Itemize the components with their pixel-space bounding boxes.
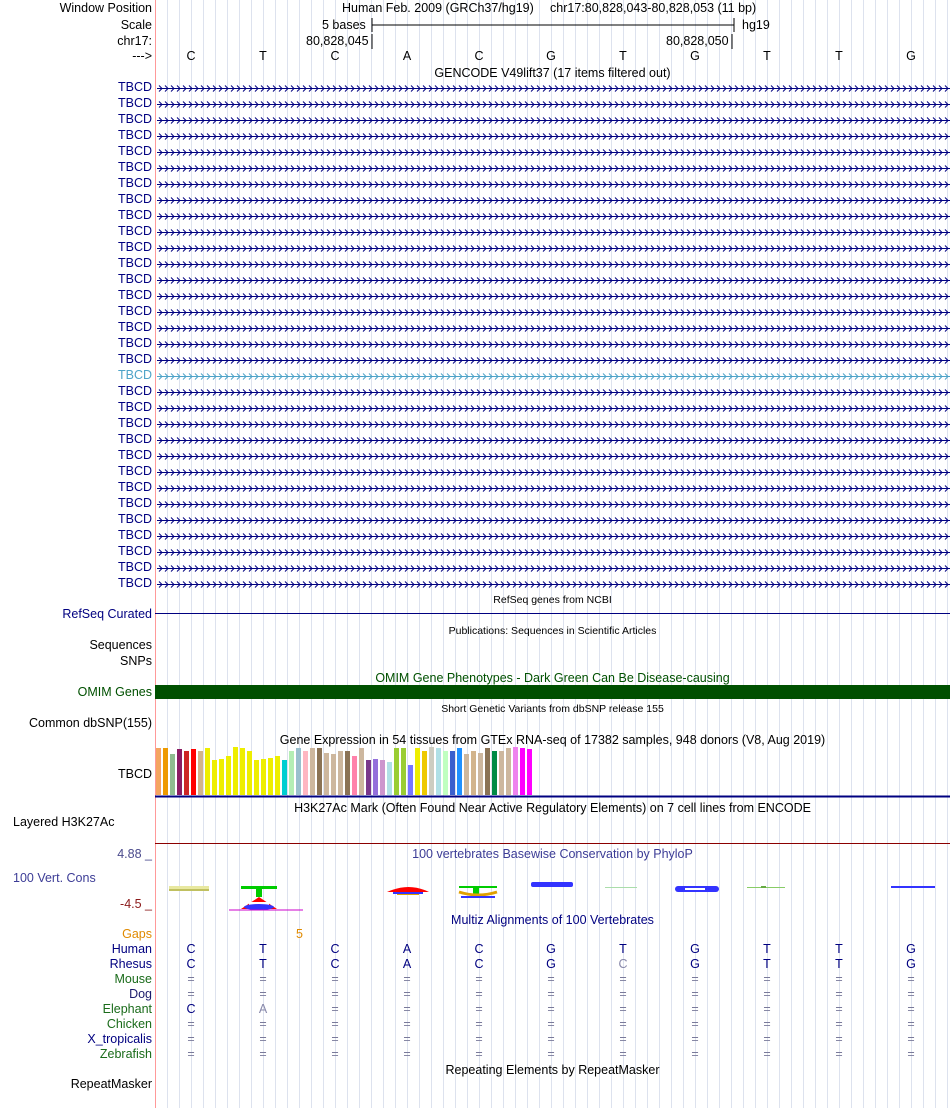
dbsnp-title: Short Genetic Variants from dbSNP release 155 (441, 703, 664, 715)
chr-label: chr17: (117, 34, 152, 48)
snps-label[interactable]: SNPs (120, 654, 152, 668)
alignment-base: C (330, 957, 340, 971)
alignment-base: = (403, 1002, 411, 1016)
alignment-base: = (835, 1032, 843, 1046)
gencode-transcript-label[interactable]: TBCD (117, 80, 152, 94)
gtex-tissue-bar[interactable] (443, 751, 448, 795)
gencode-transcript-label[interactable]: TBCD (117, 416, 152, 430)
gencode-transcript-label[interactable]: TBCD (117, 144, 152, 158)
alignment-base: = (331, 987, 339, 1001)
gtex-tissue-bar[interactable] (275, 756, 280, 795)
phylop-logo-2 (229, 886, 303, 910)
alignment-base: = (475, 1032, 483, 1046)
alignment-base: = (691, 1047, 699, 1061)
gencode-transcript[interactable] (157, 545, 950, 561)
gencode-transcript[interactable] (157, 321, 950, 337)
gencode-transcript[interactable] (157, 241, 950, 257)
gencode-transcript[interactable] (157, 305, 950, 321)
gtex-tissue-bar[interactable] (226, 756, 231, 795)
alignment-base: = (907, 1032, 915, 1046)
alignment-base: = (835, 1002, 843, 1016)
gtex-tissue-bar[interactable] (219, 759, 224, 795)
gtex-tissue-bar[interactable] (485, 748, 490, 795)
alignment-base: = (763, 987, 771, 1001)
alignment-base: = (403, 987, 411, 1001)
base-letter: G (906, 49, 916, 63)
species-label[interactable]: Chicken (106, 1017, 152, 1031)
gencode-transcript-label[interactable]: TBCD (117, 128, 152, 142)
gencode-transcript-label[interactable]: TBCD (117, 496, 152, 510)
h3k27ac-title: H3K27Ac Mark (Often Found Near Active Regulatory Elements) on 7 cell lines from ENCODE (294, 801, 811, 815)
alignment-base: = (763, 1002, 771, 1016)
alignment-base: = (547, 1002, 555, 1016)
alignment-base: = (547, 1032, 555, 1046)
gtex-tissue-bar[interactable] (240, 748, 245, 795)
coord-right: 80,828,050 (666, 34, 729, 48)
gtex-tissue-bar[interactable] (261, 759, 266, 795)
base-letter: T (763, 49, 771, 63)
gtex-tissue-bar[interactable] (401, 748, 406, 795)
alignment-base: = (259, 1047, 267, 1061)
alignment-base: T (835, 942, 843, 956)
gencode-transcript-label[interactable]: TBCD (117, 512, 152, 526)
alignment-base: C (186, 1002, 196, 1016)
base-letter: G (690, 49, 700, 63)
gtex-tissue-bar[interactable] (233, 747, 238, 795)
gencode-transcript-label[interactable]: TBCD (117, 304, 152, 318)
gtex-tissue-bar[interactable] (205, 748, 210, 795)
gencode-transcript-label[interactable]: TBCD (117, 464, 152, 478)
gencode-transcript-label[interactable]: TBCD (117, 240, 152, 254)
gtex-tissue-bar[interactable] (478, 753, 483, 795)
gencode-transcript[interactable] (157, 193, 950, 209)
alignment-base: G (906, 957, 916, 971)
gencode-transcript-label[interactable]: TBCD (117, 208, 152, 222)
assembly-title: Human Feb. 2009 (GRCh37/hg19) (342, 1, 534, 15)
species-label[interactable]: Dog (129, 987, 152, 1001)
gencode-transcript-label[interactable]: TBCD (117, 384, 152, 398)
gencode-transcript-label[interactable]: TBCD (117, 576, 152, 590)
gtex-tissue-bar[interactable] (527, 749, 532, 795)
sequences-label[interactable]: Sequences (89, 638, 152, 652)
alignment-base: = (331, 1002, 339, 1016)
alignment-base: T (763, 942, 771, 956)
gencode-transcript[interactable] (157, 289, 950, 305)
gaps-label[interactable]: Gaps (122, 927, 152, 941)
gencode-transcript-label[interactable]: TBCD (117, 528, 152, 542)
gtex-tissue-bar[interactable] (303, 751, 308, 795)
base-letter: C (474, 49, 484, 63)
alignment-base: = (691, 972, 699, 986)
refseq-line[interactable] (155, 613, 950, 614)
gtex-tissue-bar[interactable] (352, 756, 357, 795)
phylop-min: -4.5 _ (120, 897, 152, 911)
gencode-transcript-label[interactable]: TBCD (117, 192, 152, 206)
gencode-transcript-label[interactable]: TBCD (117, 288, 152, 302)
publications-title: Publications: Sequences in Scientific Articles (448, 625, 657, 637)
base-letter: C (330, 49, 340, 63)
phylop-logo-1 (169, 886, 209, 891)
alignment-base: = (475, 987, 483, 1001)
base-letter: G (546, 49, 556, 63)
gencode-transcript-label[interactable]: TBCD (117, 160, 152, 174)
species-label[interactable]: X_tropicalis (87, 1032, 152, 1046)
gtex-tissue-bar[interactable] (492, 751, 497, 795)
alignment-base: G (906, 942, 916, 956)
alignment-base: = (475, 1017, 483, 1031)
alignment-base: = (259, 1017, 267, 1031)
gencode-transcript[interactable] (157, 561, 950, 577)
phylop-title: 100 vertebrates Basewise Conservation by PhyloP (412, 847, 693, 861)
alignment-base: G (690, 942, 700, 956)
gtex-tissue-bar[interactable] (457, 748, 462, 795)
alignment-base: A (402, 942, 412, 956)
dbsnp-label[interactable]: Common dbSNP(155) (29, 716, 152, 730)
phylop-logo-9 (747, 886, 785, 888)
gtex-tissue-bar[interactable] (387, 762, 392, 795)
gencode-transcript[interactable] (157, 465, 950, 481)
alignment-base: = (835, 1017, 843, 1031)
gencode-transcript[interactable] (157, 145, 950, 161)
alignment-base: A (258, 1002, 268, 1016)
phylop-max: 4.88 _ (117, 847, 152, 861)
alignment-base: = (763, 1017, 771, 1031)
alignment-base: = (259, 972, 267, 986)
db-label: hg19 (742, 18, 770, 32)
multiz-title: Multiz Alignments of 100 Vertebrates (451, 913, 654, 927)
alignment-base: = (259, 1032, 267, 1046)
gencode-transcript-label[interactable]: TBCD (117, 320, 152, 334)
alignment-base: C (618, 957, 628, 971)
gtex-chart[interactable] (155, 746, 950, 799)
alignment-base: C (186, 957, 196, 971)
phylop-logo-7 (605, 887, 637, 888)
base-letter: A (402, 49, 412, 63)
gtex-tissue-bar[interactable] (338, 751, 343, 795)
gencode-transcript-label[interactable]: TBCD (117, 352, 152, 366)
gencode-transcript[interactable] (157, 129, 950, 145)
window-position-label: Window Position (59, 1, 152, 15)
position-text[interactable]: chr17:80,828,043-80,828,053 (11 bp) (550, 1, 757, 15)
alignment-base: = (547, 987, 555, 1001)
alignment-base: = (547, 972, 555, 986)
h3k27ac-label[interactable]: Layered H3K27Ac (13, 815, 115, 829)
gtex-tissue-bar[interactable] (394, 748, 399, 795)
alignment-base: = (187, 1032, 195, 1046)
alignment-base: G (690, 957, 700, 971)
alignment-base: = (619, 1032, 627, 1046)
base-letter: T (835, 49, 843, 63)
gencode-transcript[interactable] (157, 369, 950, 385)
gtex-tissue-bar[interactable] (499, 751, 504, 795)
gencode-transcript-label[interactable]: TBCD (117, 560, 152, 574)
gencode-transcript-label[interactable]: TBCD (117, 256, 152, 270)
alignment-base: = (547, 1047, 555, 1061)
alignment-base: = (763, 1047, 771, 1061)
species-label[interactable]: Human (111, 942, 152, 956)
gencode-transcript-label[interactable]: TBCD (117, 176, 152, 190)
gtex-tissue-bar[interactable] (366, 760, 371, 795)
gencode-transcript-label[interactable]: TBCD (117, 544, 152, 558)
gtex-tissue-bar[interactable] (282, 760, 287, 795)
alignment-base: = (187, 1047, 195, 1061)
gencode-transcript[interactable] (157, 97, 950, 113)
alignment-base: T (619, 942, 627, 956)
gencode-transcript[interactable] (157, 481, 950, 497)
alignment-base: = (403, 1032, 411, 1046)
phylop-logo-11 (891, 886, 935, 888)
species-label[interactable]: Zebrafish (99, 1047, 152, 1061)
gencode-transcript[interactable] (157, 225, 950, 241)
alignment-base: = (187, 987, 195, 1001)
gtex-tissue-bar[interactable] (184, 751, 189, 795)
gencode-transcript[interactable] (157, 513, 950, 529)
gtex-label[interactable]: TBCD (117, 767, 152, 781)
refseq-title: RefSeq genes from NCBI (493, 594, 612, 606)
gtex-tissue-bar[interactable] (513, 747, 518, 795)
alignment-base: = (403, 972, 411, 986)
gencode-transcript-label[interactable]: TBCD (117, 336, 152, 350)
alignment-base: = (619, 1002, 627, 1016)
gtex-tissue-bar[interactable] (408, 765, 413, 795)
alignment-base: = (619, 1017, 627, 1031)
scale-text: 5 bases (322, 18, 366, 32)
alignment-base: = (691, 1017, 699, 1031)
alignment-base: = (835, 1047, 843, 1061)
gtex-title: Gene Expression in 54 tissues from GTEx RNA-seq of 17382 samples, 948 donors (V8, Aug 2019) (279, 733, 826, 747)
base-letter: T (619, 49, 627, 63)
alignment-base: = (187, 1017, 195, 1031)
gencode-transcript[interactable] (157, 417, 950, 433)
gencode-transcript-label[interactable]: TBCD (117, 368, 152, 382)
alignment-base: C (186, 942, 196, 956)
gencode-transcript-label[interactable]: TBCD (117, 272, 152, 286)
phylop-logo-8 (675, 886, 719, 892)
gencode-transcript-label[interactable]: TBCD (117, 448, 152, 462)
gtex-tissue-bar[interactable] (198, 751, 203, 795)
alignment-base: = (763, 1032, 771, 1046)
base-letter: T (259, 49, 267, 63)
alignment-base: = (619, 972, 627, 986)
omim-feature-bar[interactable] (155, 685, 950, 699)
gencode-title[interactable]: GENCODE V49lift37 (17 items filtered out) (434, 66, 671, 80)
alignment-base: = (907, 972, 915, 986)
gencode-transcript[interactable] (157, 449, 950, 465)
phylop-logo-4 (387, 887, 429, 895)
gtex-tissue-bar[interactable] (163, 748, 168, 795)
gencode-transcript[interactable] (157, 337, 950, 353)
gtex-tissue-bar[interactable] (156, 748, 161, 795)
gtex-tissue-bar[interactable] (170, 754, 175, 795)
gencode-transcript[interactable] (157, 433, 950, 449)
gencode-transcript[interactable] (157, 577, 950, 593)
gtex-tissue-bar[interactable] (429, 747, 434, 795)
base-letter: C (186, 49, 196, 63)
alignment-base: = (475, 1047, 483, 1061)
h3k27ac-baseline (155, 843, 950, 844)
alignment-base: = (835, 987, 843, 1001)
gtex-tissue-bar[interactable] (436, 748, 441, 795)
gtex-tissue-bar[interactable] (471, 751, 476, 795)
gencode-transcript[interactable] (157, 161, 950, 177)
gencode-transcript[interactable] (157, 497, 950, 513)
gtex-tissue-bar[interactable] (450, 751, 455, 795)
alignment-base: = (763, 972, 771, 986)
alignment-base: = (403, 1047, 411, 1061)
strand-label: ---> (132, 49, 152, 63)
alignment-base: = (331, 1032, 339, 1046)
gtex-tissue-bar[interactable] (380, 760, 385, 795)
alignment-base: C (474, 942, 484, 956)
alignment-base: = (691, 1002, 699, 1016)
gtex-tissue-bar[interactable] (254, 760, 259, 795)
gtex-tissue-bar[interactable] (268, 758, 273, 795)
alignment-base: = (835, 972, 843, 986)
gtex-tissue-bar[interactable] (296, 748, 301, 795)
phylop-logo-track[interactable] (155, 878, 950, 914)
alignment-base: = (907, 1002, 915, 1016)
gencode-transcript-label[interactable]: TBCD (117, 432, 152, 446)
alignment-base: = (907, 1017, 915, 1031)
omim-title: OMIM Gene Phenotypes - Dark Green Can Be Disease-causing (375, 671, 730, 685)
gtex-tissue-bar[interactable] (345, 751, 350, 795)
phylop-logo-6 (531, 882, 573, 887)
alignment-base: = (331, 972, 339, 986)
gtex-tissue-bar[interactable] (247, 751, 252, 795)
gtex-tissue-bar[interactable] (506, 748, 511, 795)
scale-label: Scale (120, 18, 152, 32)
alignment-base: = (331, 1017, 339, 1031)
alignment-base: = (619, 987, 627, 1001)
gencode-transcript[interactable] (157, 257, 950, 273)
alignment-base: T (835, 957, 843, 971)
gencode-transcript-label[interactable]: TBCD (117, 480, 152, 494)
gtex-tissue-bar[interactable] (331, 754, 336, 795)
gtex-tissue-bar[interactable] (212, 760, 217, 795)
species-label[interactable]: Mouse (114, 972, 152, 986)
gencode-transcript[interactable] (157, 177, 950, 193)
alignment-base: T (259, 957, 267, 971)
alignment-base: = (331, 1047, 339, 1061)
alignment-base: = (547, 1017, 555, 1031)
alignment-base: C (330, 942, 340, 956)
alignment-base: = (403, 1017, 411, 1031)
alignment-base: = (619, 1047, 627, 1061)
gaps-value: 5 (296, 927, 303, 941)
gtex-tissue-bar[interactable] (289, 751, 294, 795)
gencode-transcript[interactable] (157, 209, 950, 225)
gencode-transcript-label[interactable]: TBCD (117, 224, 152, 238)
gtex-tissue-bar[interactable] (415, 748, 420, 795)
refseq-label[interactable]: RefSeq Curated (62, 607, 152, 621)
alignment-base: = (187, 972, 195, 986)
repeatmasker-title: Repeating Elements by RepeatMasker (445, 1063, 660, 1077)
alignment-base: A (402, 957, 412, 971)
gtex-tissue-bar[interactable] (191, 749, 196, 795)
gtex-tissue-bar[interactable] (520, 748, 525, 795)
alignment-base: = (907, 987, 915, 1001)
alignment-base: = (475, 972, 483, 986)
alignment-base: G (546, 942, 556, 956)
repeatmasker-label[interactable]: RepeatMasker (70, 1077, 152, 1091)
alignment-base: = (691, 987, 699, 1001)
gencode-transcript[interactable] (157, 385, 950, 401)
species-label[interactable]: Elephant (102, 1002, 152, 1016)
alignment-base: = (907, 1047, 915, 1061)
gencode-transcript[interactable] (157, 353, 950, 369)
gtex-tissue-bar[interactable] (177, 749, 182, 795)
gencode-transcript[interactable] (157, 81, 950, 97)
gencode-transcript[interactable] (157, 529, 950, 545)
gtex-tissue-bar[interactable] (324, 753, 329, 795)
gencode-transcript[interactable] (157, 113, 950, 129)
gtex-tissue-bar[interactable] (464, 754, 469, 795)
gtex-tissue-bar[interactable] (373, 759, 378, 795)
gencode-transcript-label[interactable]: TBCD (117, 112, 152, 126)
alignment-base: T (259, 942, 267, 956)
alignment-base: G (546, 957, 556, 971)
phylop-logo-5 (459, 886, 497, 898)
alignment-base: = (259, 987, 267, 1001)
species-label[interactable]: Rhesus (109, 957, 152, 971)
coord-left: 80,828,045 (306, 34, 369, 48)
gencode-transcript[interactable] (157, 401, 950, 417)
gencode-transcript[interactable] (157, 273, 950, 289)
gtex-tissue-bar[interactable] (310, 748, 315, 795)
gencode-transcript-label[interactable]: TBCD (117, 400, 152, 414)
gtex-tissue-bar[interactable] (422, 751, 427, 795)
alignment-base: = (475, 1002, 483, 1016)
gencode-transcript-label[interactable]: TBCD (117, 96, 152, 110)
alignment-base: = (691, 1032, 699, 1046)
gtex-tissue-bar[interactable] (317, 748, 322, 795)
gtex-tissue-bar[interactable] (359, 748, 364, 795)
omim-label[interactable]: OMIM Genes (77, 685, 152, 699)
alignment-base: C (474, 957, 484, 971)
alignment-base: T (763, 957, 771, 971)
phylop-label[interactable]: 100 Vert. Cons (13, 871, 96, 885)
